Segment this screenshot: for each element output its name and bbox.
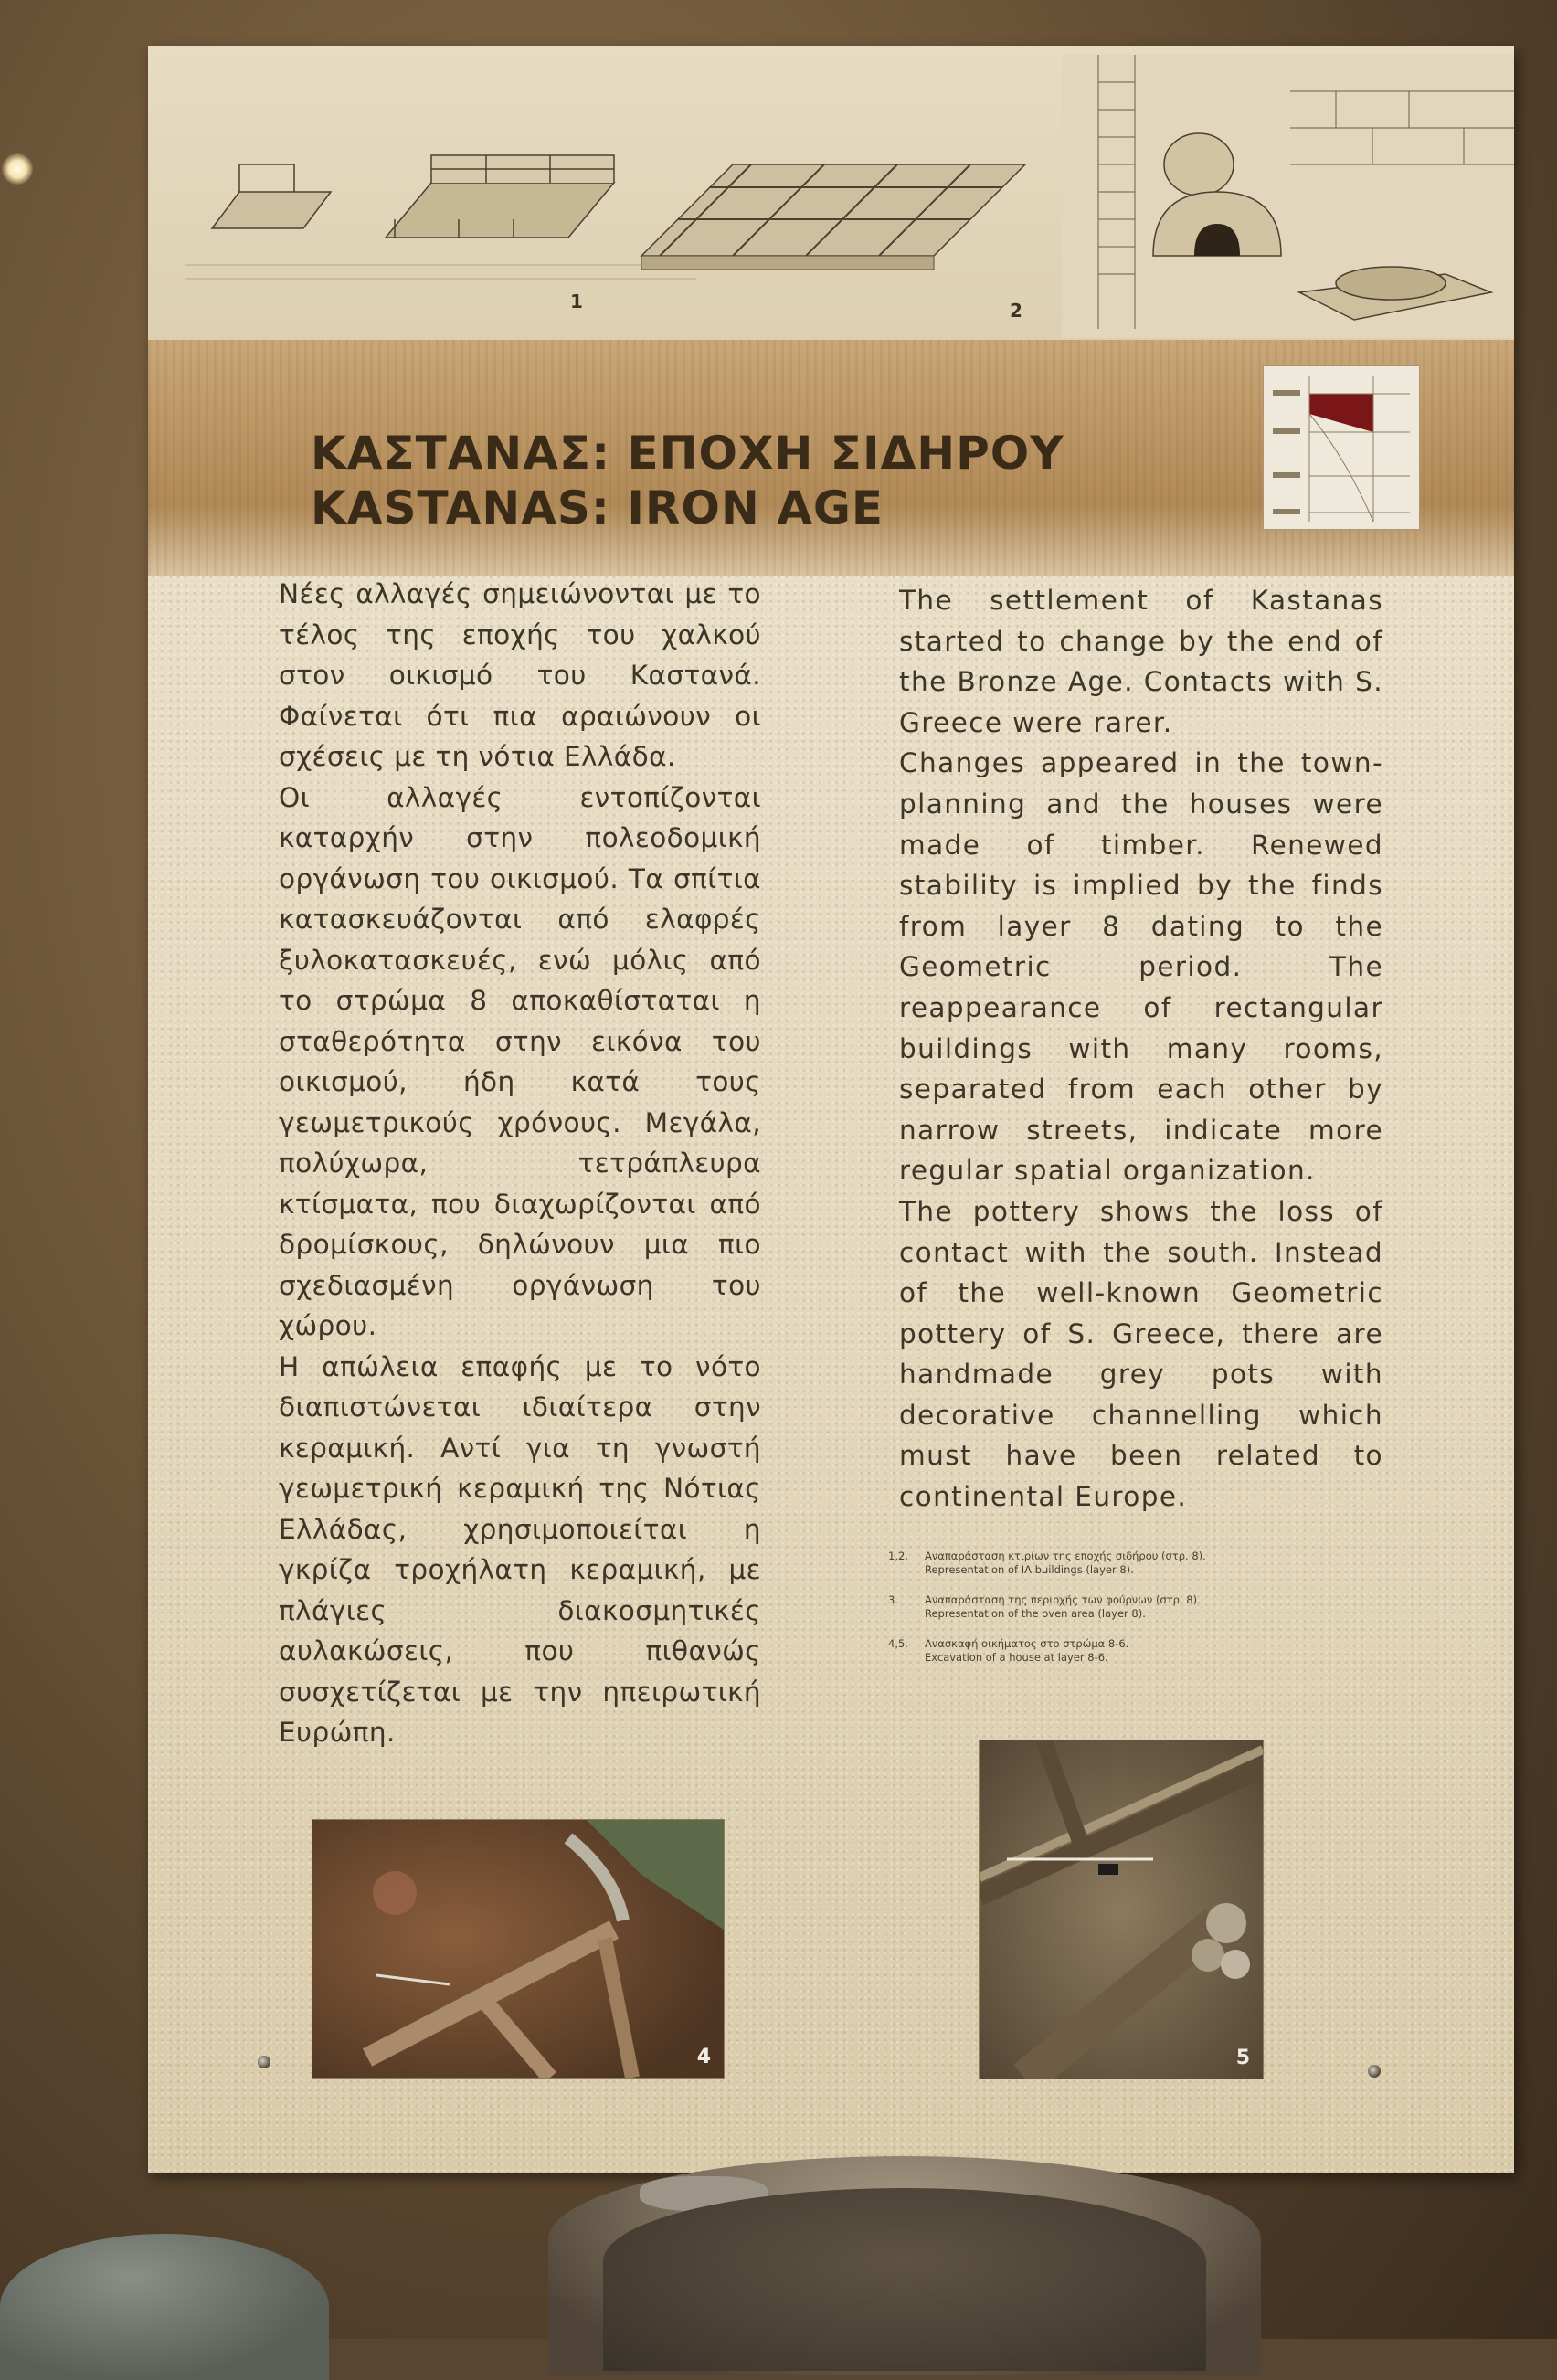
chronology-chart <box>1263 365 1420 530</box>
english-paragraph-1: The settlement of Kastanas started to change by the end of the Bronze Age. Contacts with S. Greece were rarer. <box>899 585 1383 738</box>
mounting-screw <box>1368 2065 1381 2078</box>
excavation-photo-5 <box>980 1740 1263 2079</box>
photo-4-label: 4 <box>696 2046 711 2068</box>
caption-english: Excavation of a house at layer 8-6. <box>925 1651 1108 1664</box>
pot-interior <box>603 2188 1206 2371</box>
drawing-3-oven-area <box>1062 55 1514 338</box>
photo-5-label: 5 <box>1235 2047 1250 2069</box>
greek-paragraph-3: Η απώλεια επαφής με το νότο διαπιστώνεται ιδιαίτερα στην κεραμική. Αντί για τη γνωστή γεωμετρική κεραμική της Νότιας Ελλάδας, χρησιμοποιείται η γκρίζα τροχήλατη κεραμική, με πλάγιες διακοσμητικές αυλακώσεις, που πιθανώς συσχετίζεται με την ηπειρωτική Ευρώπη. <box>279 1350 761 1748</box>
caption-number: 4,5. <box>888 1637 908 1650</box>
caption-4-5 <box>888 1637 1308 1665</box>
caption-greek: Ανασκαφή οικήματος στο στρώμα 8-6. <box>925 1637 1129 1650</box>
display-bowl <box>0 2234 329 2380</box>
caption-greek: Αναπαράσταση της περιοχής των φούρνων (στρ. 8). <box>925 1593 1201 1606</box>
figure-1-label: 1 <box>570 291 583 312</box>
greek-text-column <box>279 574 761 1753</box>
english-paragraph-3: The pottery shows the loss of contact with the south. Instead of the well-known Geometric pottery of S. Greece, there are handmade grey pots with decorative channelling which must have been related to continental Europe. <box>899 1195 1383 1513</box>
drawing-1 <box>185 82 696 292</box>
excavation-photo-4 <box>312 1820 724 2078</box>
caption-english: Representation of IA buildings (layer 8). <box>925 1563 1134 1576</box>
mounting-screw <box>258 2056 270 2068</box>
figure-captions <box>888 1550 1308 1681</box>
caption-number: 1,2. <box>888 1550 908 1562</box>
english-text-column <box>899 580 1383 1518</box>
greek-paragraph-2: Οι αλλαγές εντοπίζονται καταρχήν στην πολεοδομική οργάνωση του οικισμού. Τα σπίτια κατασκευάζονται από ελαφρές ξυλοκατασκευές, ενώ μόλις από το στρώμα 8 αποκαθίσταται η σταθερότητα στην εικόνα του οικισμού, ήδη κατά τους γεωμετρικούς χρόνους. Μεγάλα, πολύχωρα, τετράπλευρα κτίσματα, που διαχωρίζονται από δρομίσκους, δηλώνουν μια πιο σχεδιασμένη οργάνωση του χώρου. <box>279 781 761 1341</box>
caption-english: Representation of the oven area (layer 8). <box>925 1607 1146 1620</box>
spotlight-glare <box>2 153 33 185</box>
caption-3 <box>888 1593 1308 1621</box>
title-band <box>148 340 1514 576</box>
figure-2-label: 2 <box>1010 300 1022 322</box>
english-paragraph-2: Changes appeared in the town-planning and the houses were made of timber. Renewed stability is implied by the finds from layer 8 dating to the Geometric period. The reappearance of rectangular buildings with many rooms, separated from each other by narrow streets, indicate more regular spatial organization. <box>899 747 1383 1187</box>
caption-greek: Αναπαράσταση κτιρίων της εποχής σιδήρου (στρ. 8). <box>925 1550 1206 1562</box>
drawing-2 <box>623 82 1135 292</box>
title-greek: ΚΑΣΤΑΝΑΣ: ΕΠΟΧΗ ΣΙΔΗΡΟΥ <box>311 427 1064 480</box>
title-english: KASTANAS: IRON AGE <box>311 481 884 534</box>
greek-paragraph-1: Νέες αλλαγές σημειώνονται με το τέλος της εποχής του χαλκού στον οικισμό του Καστανά. Φαίνεται ότι πια αραιώνουν οι σχέσεις με τη νότια Ελλάδα. <box>279 578 761 772</box>
caption-1-2 <box>888 1550 1308 1577</box>
reconstruction-drawings <box>148 46 1514 340</box>
caption-number: 3. <box>888 1593 898 1606</box>
information-panel <box>148 46 1514 2173</box>
